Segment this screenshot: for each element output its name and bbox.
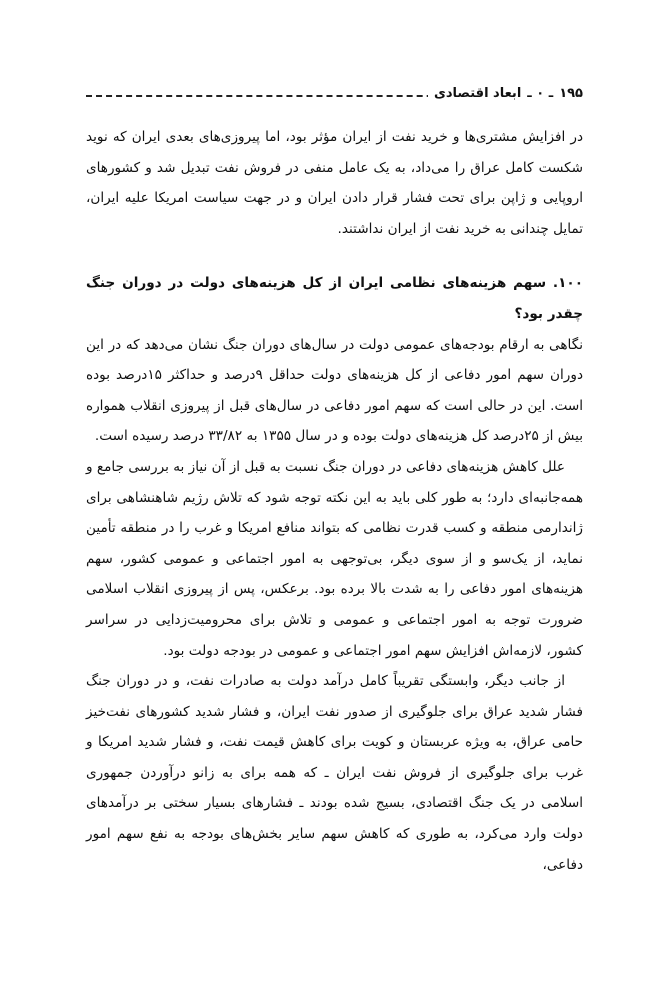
header-separator: ـ ۰ ـ: [527, 86, 554, 101]
section-gap: [86, 244, 583, 268]
chapter-title: ابعاد اقتصادی: [433, 86, 522, 101]
question-heading: ۱۰۰. سهم هزینه‌های نظامی ایران از کل هزینه‌های دولت در دوران جنگ چقدر بود؟: [86, 275, 583, 322]
running-head: [86, 86, 583, 108]
answer-paragraph-1: نگاهی به ارقام بودجه‌های عمومی دولت در سال‌های دوران جنگ نشان می‌دهد که در این دوران سهم امور دفاعی از کل هزینه‌های دولت حداقل ۹درصد و حداکثر ۱۵درصد بوده است. این در حالی است که سهم امور دفاعی در سال‌های قبل از پیروزی انقلاب همواره بیش از ۲۵درصد کل هزینه‌های دولت بوده و در سال ۱۳۵۵ به ۳۳/۸۲ درصد رسیده است.: [86, 336, 583, 445]
answer-paragraph-3: از جانب دیگر، وابستگی تقریباً کامل درآمد دولت به صادرات نفت، و در دوران جنگ فشار شدید عراق برای جلوگیری از صدور نفت ایران، و فشار شدید کشورهای نفت‌خیز حامی عراق، به ویژه عربستان و کویت برای کاهش قیمت نفت، و فشار شدید امریکا و غرب برای جلوگیری از فروش نفت ایران ـ که همه برای به زانو درآوردن جمهوری اسلامی در یک جنگ اقتصادی، بسیج شده بودند ـ فشارهای بسیار سختی بر درآمدهای دولت وارد می‌کرد، به طوری که کاهش سهم سایر بخش‌های بودجه به نفع سهم امور دفاعی،: [86, 673, 583, 873]
page-number: ۱۹۵: [559, 86, 583, 101]
running-head-text: [428, 86, 583, 101]
answer-paragraph-2: علل کاهش هزینه‌های دفاعی در دوران جنگ نسبت به قبل از آن نیاز به بررسی جامع و همه‌جانبه‌ای دارد؛ به طور کلی باید به این نکته توجه شود که تلاش رژیم شاهنشاهی برای ژاندارمی منطقه و کسب قدرت نظامی که بتواند منافع امریکا و غرب را در منطقه تأمین نماید، از یک‌سو و از سوی دیگر، بی‌توجهی به امور اجتماعی و عمومی کشور، سهم هزینه‌های امور دفاعی را به شدت بالا برده بود. برعکس، پس از پیروزی انقلاب اسلامی ضرورت توجه به امور اجتماعی و عمومی و تلاش برای محرومیت‌زدایی در سراسر کشور، لازمه‌اش افزایش سهم امور اجتماعی و عمومی در بودجه دولت بود.: [86, 458, 583, 659]
page-body: [86, 122, 583, 880]
intro-paragraph: در افزایش مشتری‌ها و خرید نفت از ایران مؤثر بود، اما پیروزی‌های بعدی ایران که نوید شکست کامل عراق را می‌داد، به یک عامل منفی در فروش نفت تبدیل شد و کشورهای اروپایی و ژاپن برای تحت فشار قرار دادن ایران و در جهت سیاست امریکا علیه ایران، تمایل چندانی به خرید نفت از ایران نداشتند.: [86, 129, 583, 237]
